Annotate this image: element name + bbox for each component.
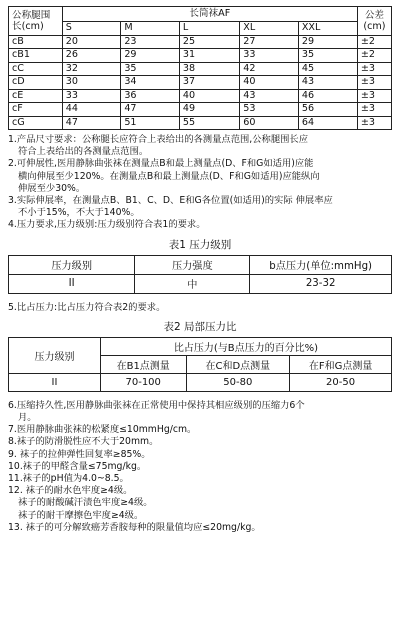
measure-point: cG <box>9 116 63 130</box>
tolerance-value: ±3 <box>357 89 391 103</box>
requirement-line: 袜子的耐酸碱汗渍色牢度≥4级。 <box>18 497 153 509</box>
table-row <box>9 49 392 63</box>
size-value: 35 <box>298 49 357 63</box>
requirement-line: 8.袜子的防滑脱性应不大于20mm。 <box>8 436 159 448</box>
requirement-line: 10.袜子的甲醛含量≤75mg/kg。 <box>8 460 147 472</box>
requirement-line: 7.医用静脉曲张袜的松紧度≤10mmHg/cm。 <box>8 424 197 436</box>
table-cell: 20-50 <box>290 373 392 391</box>
measure-point: cB1 <box>9 49 63 63</box>
size-value: 47 <box>62 116 121 130</box>
table-row <box>9 35 392 49</box>
table-row <box>9 103 392 117</box>
tolerance-value: ±3 <box>357 62 391 76</box>
size-value: 29 <box>298 35 357 49</box>
size-value: 34 <box>121 76 180 90</box>
requirements-block-1 <box>8 134 392 232</box>
tolerance-label-line1: 公差 <box>364 9 385 21</box>
size-value: 46 <box>298 89 357 103</box>
measure-point: cC <box>9 62 63 76</box>
size-value: 23 <box>121 35 180 49</box>
pressure-ratio-table <box>8 337 392 392</box>
size-value: 44 <box>62 103 121 117</box>
size-value: 40 <box>179 89 239 103</box>
table-header-cell: 压力强度 <box>135 255 250 274</box>
size-value: 37 <box>179 76 239 90</box>
requirement-line: 月。 <box>18 412 37 424</box>
requirements-block-3 <box>8 400 392 534</box>
table-header-cell: 比占压力(与B点压力的百分比%) <box>100 337 391 355</box>
tolerance-value: ±2 <box>357 49 391 63</box>
table-row <box>9 373 392 391</box>
size-table <box>8 6 392 130</box>
requirement-line: 符合上表给出的各测量点范围。 <box>18 146 149 158</box>
table-cell: II <box>9 373 101 391</box>
size-column-header: S <box>62 22 121 36</box>
table-header-row <box>9 255 392 274</box>
requirement-line: 1.产品尺寸要求：公称腿长应符合上表给出的各测量点范围,公称腿围长应 <box>8 134 309 145</box>
requirement-line: 6.压缩持久性,医用静脉曲张袜在正常使用中保持其相应级别的压缩力6个 <box>8 399 305 411</box>
requirement-line: 11.袜子的pH值为4.0~8.5。 <box>8 473 129 485</box>
requirement-line: 5.比占压力:比占压力符合表2的要求。 <box>8 301 166 313</box>
table-cell: 70-100 <box>100 373 186 391</box>
size-column-header: M <box>121 22 180 36</box>
size-value: 55 <box>179 116 239 130</box>
measure-point: cD <box>9 76 63 90</box>
size-table-corner-cell <box>9 7 63 36</box>
size-value: 27 <box>240 35 299 49</box>
requirement-line: 伸展至少30%。 <box>18 182 86 194</box>
requirement-line: 4.压力要求,压力级别:压力级别符合表1的要求。 <box>8 219 206 231</box>
table-row <box>9 274 392 293</box>
table-cell: 23-32 <box>250 274 392 293</box>
size-column-header: XL <box>240 22 299 36</box>
requirement-line: 不小于15%，不大于140%。 <box>18 207 140 219</box>
size-table-group-header: 长筒袜AF <box>62 7 357 22</box>
table-row <box>9 89 392 103</box>
size-value: 45 <box>298 62 357 76</box>
size-value: 29 <box>121 49 180 63</box>
tolerance-value: ±3 <box>357 116 391 130</box>
table-header-cell: b点压力(单位:mmHg) <box>250 255 392 274</box>
size-value: 20 <box>62 35 121 49</box>
size-value: 47 <box>121 103 180 117</box>
size-column-header: L <box>179 22 239 36</box>
corner-label-line2: 长(cm) <box>12 20 44 32</box>
size-value: 43 <box>298 76 357 90</box>
table-header-cell: 压力级别 <box>9 337 101 373</box>
size-value: 32 <box>62 62 121 76</box>
size-value: 36 <box>121 89 180 103</box>
requirement-line: 横向伸展至少120%。在测量点B和最上测量点(D、F和G如适用)应能纵向 <box>18 170 320 182</box>
size-value: 51 <box>121 116 180 130</box>
table2-caption: 表2 局部压力比 <box>163 320 237 333</box>
table-row <box>9 116 392 130</box>
requirement-line: 3.实际伸展率，在测量点B、B1、C、D、E和G各位置(如适用)的实际 伸展率应 <box>8 195 333 207</box>
requirements-block-2 <box>8 302 392 314</box>
table-row <box>9 62 392 76</box>
table-header-row <box>9 337 392 355</box>
table-subheader-cell: 在F和G点测量 <box>290 355 392 373</box>
size-value: 56 <box>298 103 357 117</box>
measure-point: cF <box>9 103 63 117</box>
size-value: 25 <box>179 35 239 49</box>
size-table-header-row <box>9 7 392 22</box>
tolerance-value: ±3 <box>357 76 391 90</box>
size-value: 43 <box>240 89 299 103</box>
table-header-cell: 压力级别 <box>9 255 135 274</box>
table-cell: 中 <box>135 274 250 293</box>
table-row <box>9 76 392 90</box>
size-value: 30 <box>62 76 121 90</box>
pressure-level-table <box>8 255 392 294</box>
corner-label-line1: 公称腿围 <box>12 9 51 21</box>
size-value: 35 <box>121 62 180 76</box>
table-subheader-cell: 在B1点测量 <box>100 355 186 373</box>
requirement-line: 袜子的耐干摩擦色牢度≥4级。 <box>18 509 144 521</box>
requirement-line: 12. 袜子的耐水色牢度≥4级。 <box>8 485 133 497</box>
size-value: 60 <box>240 116 299 130</box>
size-value: 33 <box>62 89 121 103</box>
requirement-line: 13. 袜子的可分解致癌芳香胺每种的限量值均应≤20mg/kg。 <box>8 521 261 533</box>
size-value: 49 <box>179 103 239 117</box>
table-subheader-cell: 在C和D点测量 <box>186 355 290 373</box>
size-value: 40 <box>240 76 299 90</box>
tolerance-value: ±2 <box>357 35 391 49</box>
tolerance-label-line2: (cm) <box>363 20 386 32</box>
size-value: 64 <box>298 116 357 130</box>
size-value: 33 <box>240 49 299 63</box>
size-column-header: XXL <box>298 22 357 36</box>
table-cell: II <box>9 274 135 293</box>
size-table-size-row <box>9 22 392 36</box>
requirement-line: 9. 袜子的拉伸弹性回复率≥85%。 <box>8 448 151 460</box>
requirement-line: 2.可伸展性,医用静脉曲张袜在测量点B和最上测量点(D、F和G如适用)应能 <box>8 158 314 170</box>
size-value: 31 <box>179 49 239 63</box>
size-value: 26 <box>62 49 121 63</box>
measure-point: cB <box>9 35 63 49</box>
table1-caption: 表1 压力级别 <box>168 238 232 251</box>
size-value: 42 <box>240 62 299 76</box>
size-value: 38 <box>179 62 239 76</box>
size-value: 53 <box>240 103 299 117</box>
tolerance-value: ±3 <box>357 103 391 117</box>
size-table-tolerance-header <box>357 7 391 36</box>
table-cell: 50-80 <box>186 373 290 391</box>
measure-point: cE <box>9 89 63 103</box>
